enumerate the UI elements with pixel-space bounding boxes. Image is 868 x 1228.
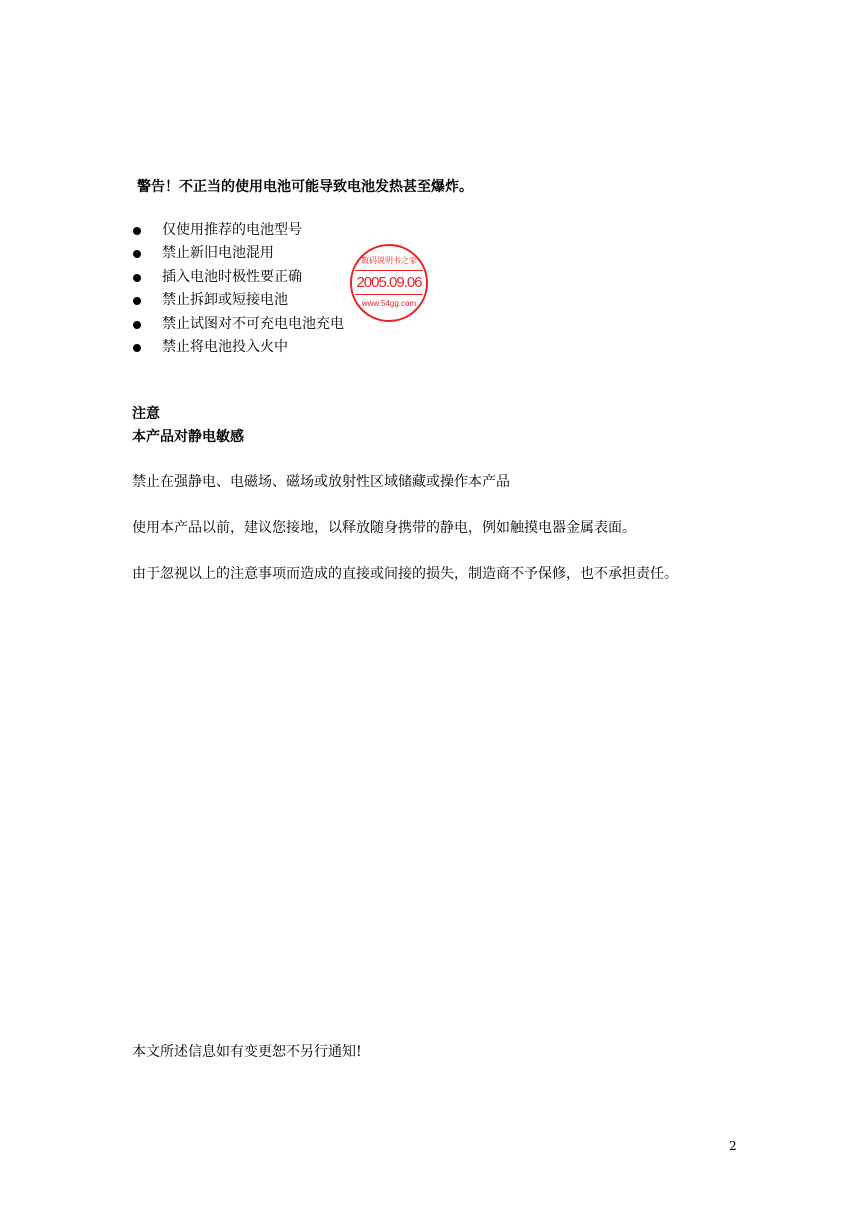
date-stamp — [350, 244, 428, 322]
caution-paragraph: 使用本产品以前，建议您接地，以释放随身携带的静电，例如触摸电器金属表面。 — [132, 520, 636, 536]
list-item-text: 插入电池时极性要正确 — [162, 268, 302, 285]
bullet-icon — [133, 297, 141, 305]
list-item-text: 禁止将电池投入火中 — [162, 338, 288, 355]
stamp-site-name: 数码说明书之家 — [361, 256, 417, 265]
bullet-icon — [133, 250, 141, 258]
list-item-text: 仅使用推荐的电池型号 — [162, 222, 302, 238]
bullet-icon — [133, 274, 141, 282]
battery-warning-heading: 警告！不正当的使用电池可能导致电池发热甚至爆炸。 — [137, 179, 473, 195]
bullet-icon — [133, 321, 141, 329]
bullet-icon — [133, 227, 141, 235]
page-number: 2 — [729, 1139, 737, 1153]
stamp-divider — [355, 270, 423, 271]
stamp-url: www.54gg.com — [361, 299, 417, 308]
list-item-text: 禁止新旧电池混用 — [162, 245, 274, 262]
bullet-icon — [133, 344, 141, 352]
stamp-date: 2005.09.06 — [356, 274, 422, 291]
list-item-text: 禁止拆卸或短接电池 — [162, 292, 288, 309]
caution-subtitle: 本产品对静电敏感 — [132, 429, 244, 445]
change-notice: 本文所述信息如有变更恕不另行通知! — [132, 1044, 362, 1060]
caution-paragraph: 禁止在强静电、电磁场、磁场或放射性区域储藏或操作本产品 — [132, 474, 510, 490]
stamp-divider — [355, 294, 423, 295]
caution-paragraph: 由于忽视以上的注意事项而造成的直接或间接的损失，制造商不予保修，也不承担责任。 — [132, 566, 678, 582]
caution-title: 注意 — [132, 406, 160, 422]
list-item-text: 禁止试图对不可充电电池充电 — [162, 315, 344, 332]
